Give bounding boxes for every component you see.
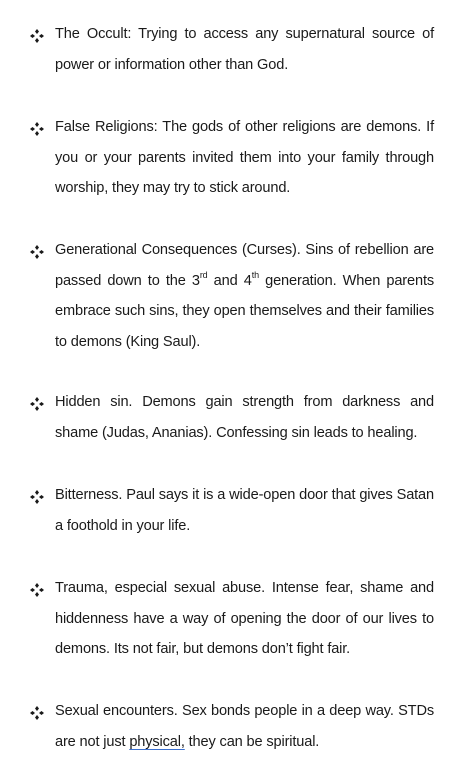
text-segment: Generational Consequences (Curses). Sins of rebellion are passed down to the 3 — [55, 242, 434, 289]
four-diamond-bullet-icon — [30, 245, 44, 259]
list-item-text: False Religions: The gods of other religions are demons. If you or your parents invited them into your family through worship, they may try to stick around. — [55, 119, 434, 197]
four-diamond-bullet-icon — [30, 29, 44, 43]
list-item — [30, 120, 436, 204]
list-item-text: Hidden sin. Demons gain strength from darkness and shame (Judas, Ananias). Confessing sin leads to healing. — [55, 394, 434, 441]
list-item-text — [55, 696, 434, 757]
list-item — [30, 243, 436, 357]
four-diamond-bullet-icon — [30, 490, 44, 504]
list-item-text — [55, 235, 434, 357]
text-segment: they can be spiritual. — [184, 733, 320, 750]
list-item — [30, 704, 436, 757]
list-item — [30, 27, 436, 80]
text-segment: generation. When parents embrace such sins, they open themselves and their families to demons (King Saul). — [55, 272, 434, 350]
superscript-ordinal: rd — [199, 269, 208, 280]
list-item-text: Bitterness. Paul says it is a wide-open door that gives Satan a foothold in your life. — [55, 487, 434, 534]
four-diamond-bullet-icon — [30, 122, 44, 136]
list-item — [30, 488, 436, 541]
spellcheck-underlined-word[interactable]: physical, — [129, 733, 185, 750]
four-diamond-bullet-icon — [30, 397, 44, 411]
list-item — [30, 395, 436, 448]
four-diamond-bullet-icon — [30, 706, 44, 720]
superscript-ordinal: th — [251, 269, 259, 280]
list-item-text: Trauma, especial sexual abuse. Intense fear, shame and hiddenness have a way of opening the door of our lives to demons. Its not fair, but demons don’t fight fair. — [55, 580, 434, 658]
four-diamond-bullet-icon — [30, 583, 44, 597]
list-item-text: The Occult: Trying to access any supernatural source of power or information other than God. — [55, 26, 434, 73]
list-item — [30, 581, 436, 665]
text-segment: Sexual encounters. Sex bonds people in a deep way. STDs are not just — [55, 703, 434, 750]
text-segment: and 4 — [207, 272, 252, 289]
